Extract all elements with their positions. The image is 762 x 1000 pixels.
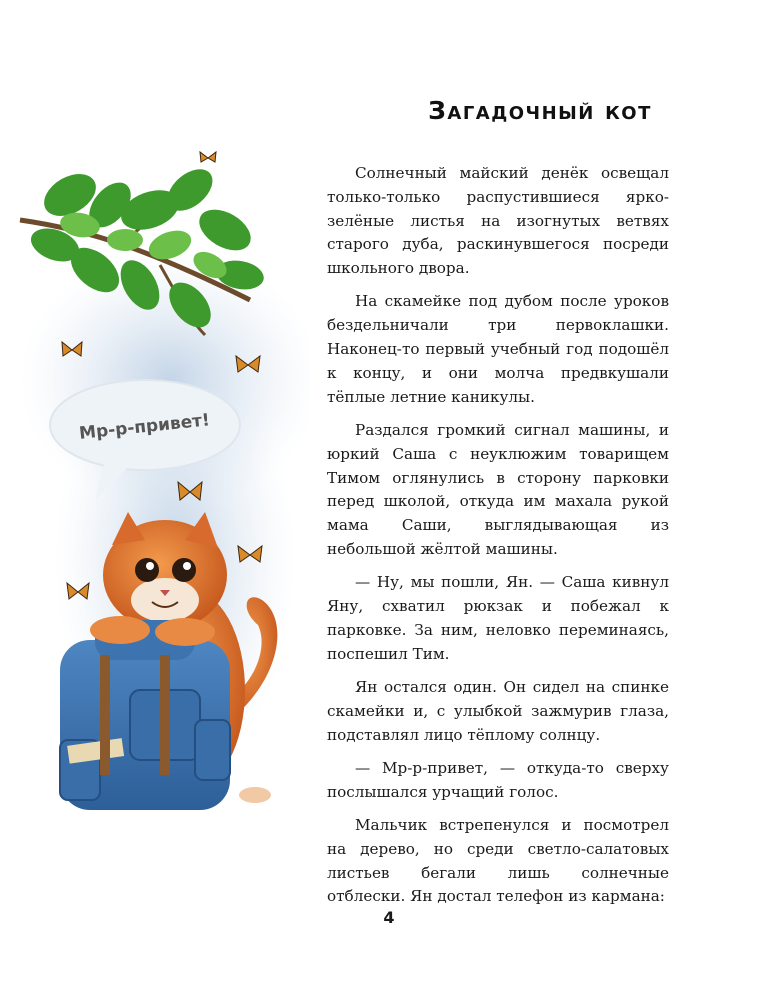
cat-paw [90, 616, 150, 644]
cat-paw [155, 618, 215, 646]
paragraph: Солнечный майский денёк освещал только-только распустившиеся ярко-зелёные листья на изогнутых ветвях старого дуба, раскинувшегося посреди школьного двора. [327, 164, 669, 278]
speech-bubble-text: Мр-р-привет! [78, 410, 211, 444]
backpack [60, 620, 230, 810]
page-number: 4 [383, 908, 395, 927]
paragraph: Ян остался один. Он сидел на спинке скамейки и, с улыбкой зажмурив глаза, подставлял лицо тёплому солнцу. [327, 677, 669, 744]
chapter-title: Загадочный кот [428, 96, 652, 125]
paragraph: — Ну, мы пошли, Ян. — Саша кивнул Яну, схватил рюкзак и побежал к парковке. За ним, неловко переминаясь, поспешил Тим. [327, 573, 669, 663]
chapter-text [327, 162, 669, 919]
cat-paw [239, 787, 271, 803]
paragraph: Раздался громкий сигнал машины, и юркий Саша с неуклюжим товарищем Тимом оглянулись в сторону парковки перед школой, откуда им махала рукой мама Саши, выглядывающая из небольшой жёлтой машины. [327, 420, 669, 558]
paragraph: — Мр-р-привет, — откуда-то сверху послышался урчащий голос. [327, 758, 669, 801]
paragraph: На скамейке под дубом после уроков бездельничали три первоклашки. Наконец-то первый учебный год подошёл к концу, и они молча предвкушали тёплые летние каникулы. [327, 292, 669, 406]
cat-illustration [0, 0, 310, 1000]
paragraph: Мальчик встрепенулся и посмотрел на дерево, но среди светло-салатовых листьев бегали лишь солнечные отблески. Ян достал телефон из кармана: [327, 815, 669, 906]
